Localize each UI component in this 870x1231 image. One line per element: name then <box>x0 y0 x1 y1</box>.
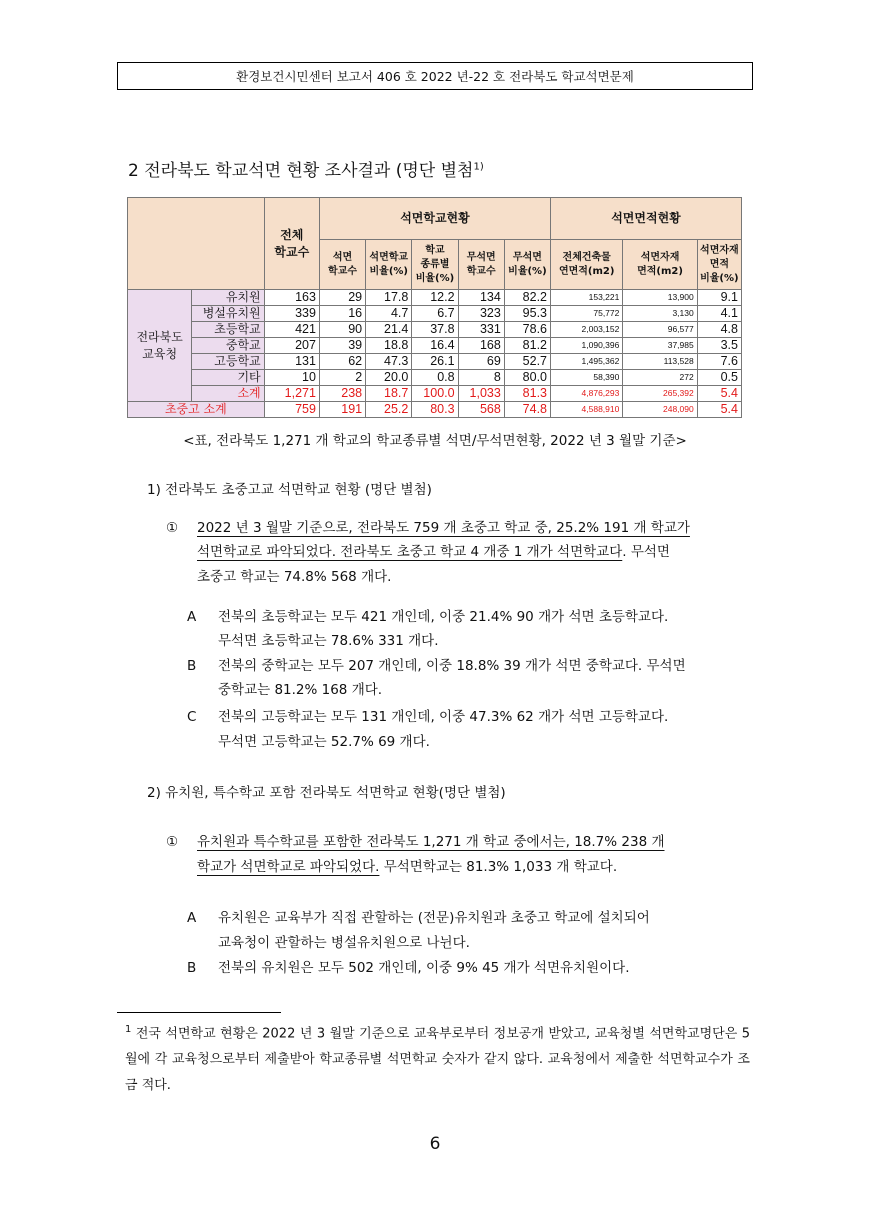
item-text: 무석면 고등학교는 52.7% 69 개다. <box>218 734 430 750</box>
value-cell: 47.3 <box>366 354 412 370</box>
section-title: 2 전라북도 학교석면 현황 조사결과 (명단 별첨$^{1)}$ <box>128 161 484 181</box>
value-cell: 4.1 <box>697 306 741 322</box>
category-cell: 병설유치원 <box>192 306 264 322</box>
value-cell: 339 <box>264 306 319 322</box>
report-header: 환경보건시민센터 보고서 406 호 2022 년-22 호 전라북도 학교석면문제 <box>117 62 753 90</box>
item-text: 전북의 유치원은 모두 502 개인데, 이중 9% 45 개가 석면유치원이다. <box>218 960 630 976</box>
value-cell: 9.1 <box>697 290 741 306</box>
value-cell: 265,392 <box>623 386 697 402</box>
category-cell: 고등학교 <box>192 354 264 370</box>
category-cell: 기타 <box>192 370 264 386</box>
value-cell: 3.5 <box>697 338 741 354</box>
value-cell: 131 <box>264 354 319 370</box>
value-cell: 134 <box>458 290 504 306</box>
value-cell: 74.8 <box>504 402 550 418</box>
value-cell: 331 <box>458 322 504 338</box>
value-cell: 100.0 <box>412 386 458 402</box>
table-row <box>128 402 742 418</box>
value-cell: 12.2 <box>412 290 458 306</box>
value-cell: 4,588,910 <box>551 402 623 418</box>
paragraph-line: 유치원과 특수학교를 포함한 전라북도 1,271 개 학교 중에서는, 18.7% 238 개 <box>197 834 665 850</box>
table-row <box>128 370 742 386</box>
table-caption: <표, 전라북도 1,271 개 학교의 학교종류별 석면/무석면현황, 2022 년 3 월말 기준> <box>183 433 687 449</box>
item-text: 유치원은 교육부가 직접 관할하는 (전문)유치원과 초중고 학교에 설치되어 <box>218 910 650 926</box>
header-total-schools: 전체 학교수 <box>264 198 319 290</box>
value-cell: 37.8 <box>412 322 458 338</box>
sub-header: 전체건축물 연면적(m2) <box>551 240 623 290</box>
value-cell: 113,528 <box>623 354 697 370</box>
page-number: 6 <box>429 1134 441 1154</box>
value-cell: 13,900 <box>623 290 697 306</box>
paragraph-line: 학교가 석면학교로 파악되었다. 무석면학교는 81.3% 1,033 개 학교다. <box>197 859 618 875</box>
value-cell: 238 <box>319 386 365 402</box>
item-marker: C <box>187 709 197 725</box>
value-cell: 4.8 <box>697 322 741 338</box>
item-text: 전북의 고등학교는 모두 131 개인데, 이중 47.3% 62 개가 석면 고등학교다. <box>218 709 669 725</box>
value-cell: 81.2 <box>504 338 550 354</box>
item-text: 중학교는 81.2% 168 개다. <box>218 682 383 698</box>
sub-header: 석면학교 비율(%) <box>366 240 412 290</box>
item-marker: B <box>187 960 197 976</box>
value-cell: 25.2 <box>366 402 412 418</box>
item-marker: A <box>187 609 197 625</box>
table-row <box>128 306 742 322</box>
item-text: 전북의 중학교는 모두 207 개인데, 이중 18.8% 39 개가 석면 중학교다. 무석면 <box>218 658 686 674</box>
sub-header: 석면자재 면적 비율(%) <box>697 240 741 290</box>
category-cell: 소계 <box>192 386 264 402</box>
value-cell: 1,033 <box>458 386 504 402</box>
value-cell: 69 <box>458 354 504 370</box>
header-asbestos-area: 석면면적현황 <box>551 198 742 240</box>
value-cell: 78.6 <box>504 322 550 338</box>
value-cell: 272 <box>623 370 697 386</box>
value-cell: 248,090 <box>623 402 697 418</box>
value-cell: 3,130 <box>623 306 697 322</box>
value-cell: 21.4 <box>366 322 412 338</box>
value-cell: 323 <box>458 306 504 322</box>
value-cell: 1,495,362 <box>551 354 623 370</box>
value-cell: 58,390 <box>551 370 623 386</box>
value-cell: 163 <box>264 290 319 306</box>
header-blank <box>128 198 265 290</box>
asbestos-status-table <box>127 197 742 418</box>
paragraph-line: 석면학교로 파악되었다. 전라북도 초중고 학교 4 개중 1 개가 석면학교다. 무석면 <box>197 544 670 560</box>
subsection-1-title: 1) 전라북도 초중고교 석면학교 현황 (명단 별첨) <box>147 482 432 498</box>
value-cell: 26.1 <box>412 354 458 370</box>
value-cell: 39 <box>319 338 365 354</box>
value-cell: 37,985 <box>623 338 697 354</box>
footnote-ref: 1) <box>473 161 484 173</box>
header-asbestos-schools: 석면학교현황 <box>319 198 550 240</box>
value-cell: 1,271 <box>264 386 319 402</box>
value-cell: 421 <box>264 322 319 338</box>
value-cell: 18.7 <box>366 386 412 402</box>
item-marker: B <box>187 658 197 674</box>
value-cell: 6.7 <box>412 306 458 322</box>
paragraph-line: 2022 년 3 월말 기준으로, 전라북도 759 개 초중고 학교 중, 25.2% 191 개 학교가 <box>197 520 690 536</box>
value-cell: 10 <box>264 370 319 386</box>
value-cell: 5.4 <box>697 402 741 418</box>
table-row <box>128 354 742 370</box>
category-cell: 초중고 소계 <box>128 402 265 418</box>
value-cell: 191 <box>319 402 365 418</box>
value-cell: 17.8 <box>366 290 412 306</box>
value-cell: 7.6 <box>697 354 741 370</box>
value-cell: 8 <box>458 370 504 386</box>
footnote-separator <box>117 1012 281 1013</box>
value-cell: 29 <box>319 290 365 306</box>
value-cell: 2 <box>319 370 365 386</box>
value-cell: 16.4 <box>412 338 458 354</box>
value-cell: 207 <box>264 338 319 354</box>
sub-header: 석면 학교수 <box>319 240 365 290</box>
value-cell: 4,876,293 <box>551 386 623 402</box>
value-cell: 80.0 <box>504 370 550 386</box>
value-cell: 95.3 <box>504 306 550 322</box>
value-cell: 90 <box>319 322 365 338</box>
value-cell: 81.3 <box>504 386 550 402</box>
value-cell: 0.5 <box>697 370 741 386</box>
footnote: $^1$ 전국 석면학교 현황은 2022 년 3 월말 기준으로 교육부로부터 정보공개 받았고, 교육청별 석면학교명단은 5 월에 각 교육청으로부터 제출받아 학교종류별 석면학교 숫자가 같지 않다. 교육청에서 제출한 석면학교수가 조금 적다. <box>125 1024 750 1094</box>
value-cell: 4.7 <box>366 306 412 322</box>
value-cell: 759 <box>264 402 319 418</box>
value-cell: 0.8 <box>412 370 458 386</box>
value-cell: 1,090,396 <box>551 338 623 354</box>
sub-header: 무석면 비율(%) <box>504 240 550 290</box>
table-row <box>128 290 742 306</box>
item-marker: A <box>187 910 197 926</box>
value-cell: 96,577 <box>623 322 697 338</box>
value-cell: 82.2 <box>504 290 550 306</box>
value-cell: 75,772 <box>551 306 623 322</box>
item-text: 교육청이 관할하는 병설유치원으로 나뉜다. <box>218 935 470 951</box>
group-label: 전라북도 교육청 <box>128 290 192 402</box>
value-cell: 52.7 <box>504 354 550 370</box>
bullet-marker: ① <box>166 834 179 850</box>
item-text: 무석면 초등학교는 78.6% 331 개다. <box>218 633 439 649</box>
value-cell: 2,003,152 <box>551 322 623 338</box>
category-cell: 중학교 <box>192 338 264 354</box>
sub-header: 무석면 학교수 <box>458 240 504 290</box>
value-cell: 20.0 <box>366 370 412 386</box>
value-cell: 16 <box>319 306 365 322</box>
subsection-2-title: 2) 유치원, 특수학교 포함 전라북도 석면학교 현황(명단 별첨) <box>147 785 506 801</box>
table-row <box>128 386 742 402</box>
category-cell: 초등학교 <box>192 322 264 338</box>
sub-header: 석면자재 면적(m2) <box>623 240 697 290</box>
value-cell: 568 <box>458 402 504 418</box>
value-cell: 153,221 <box>551 290 623 306</box>
table-row <box>128 338 742 354</box>
value-cell: 80.3 <box>412 402 458 418</box>
value-cell: 62 <box>319 354 365 370</box>
item-text: 전북의 초등학교는 모두 421 개인데, 이중 21.4% 90 개가 석면 초등학교다. <box>218 609 669 625</box>
bullet-marker: ① <box>166 520 179 536</box>
value-cell: 168 <box>458 338 504 354</box>
category-cell: 유치원 <box>192 290 264 306</box>
value-cell: 5.4 <box>697 386 741 402</box>
paragraph-line: 초중고 학교는 74.8% 568 개다. <box>197 569 392 585</box>
value-cell: 18.8 <box>366 338 412 354</box>
table-row <box>128 322 742 338</box>
sub-header: 학교 종류별 비율(%) <box>412 240 458 290</box>
